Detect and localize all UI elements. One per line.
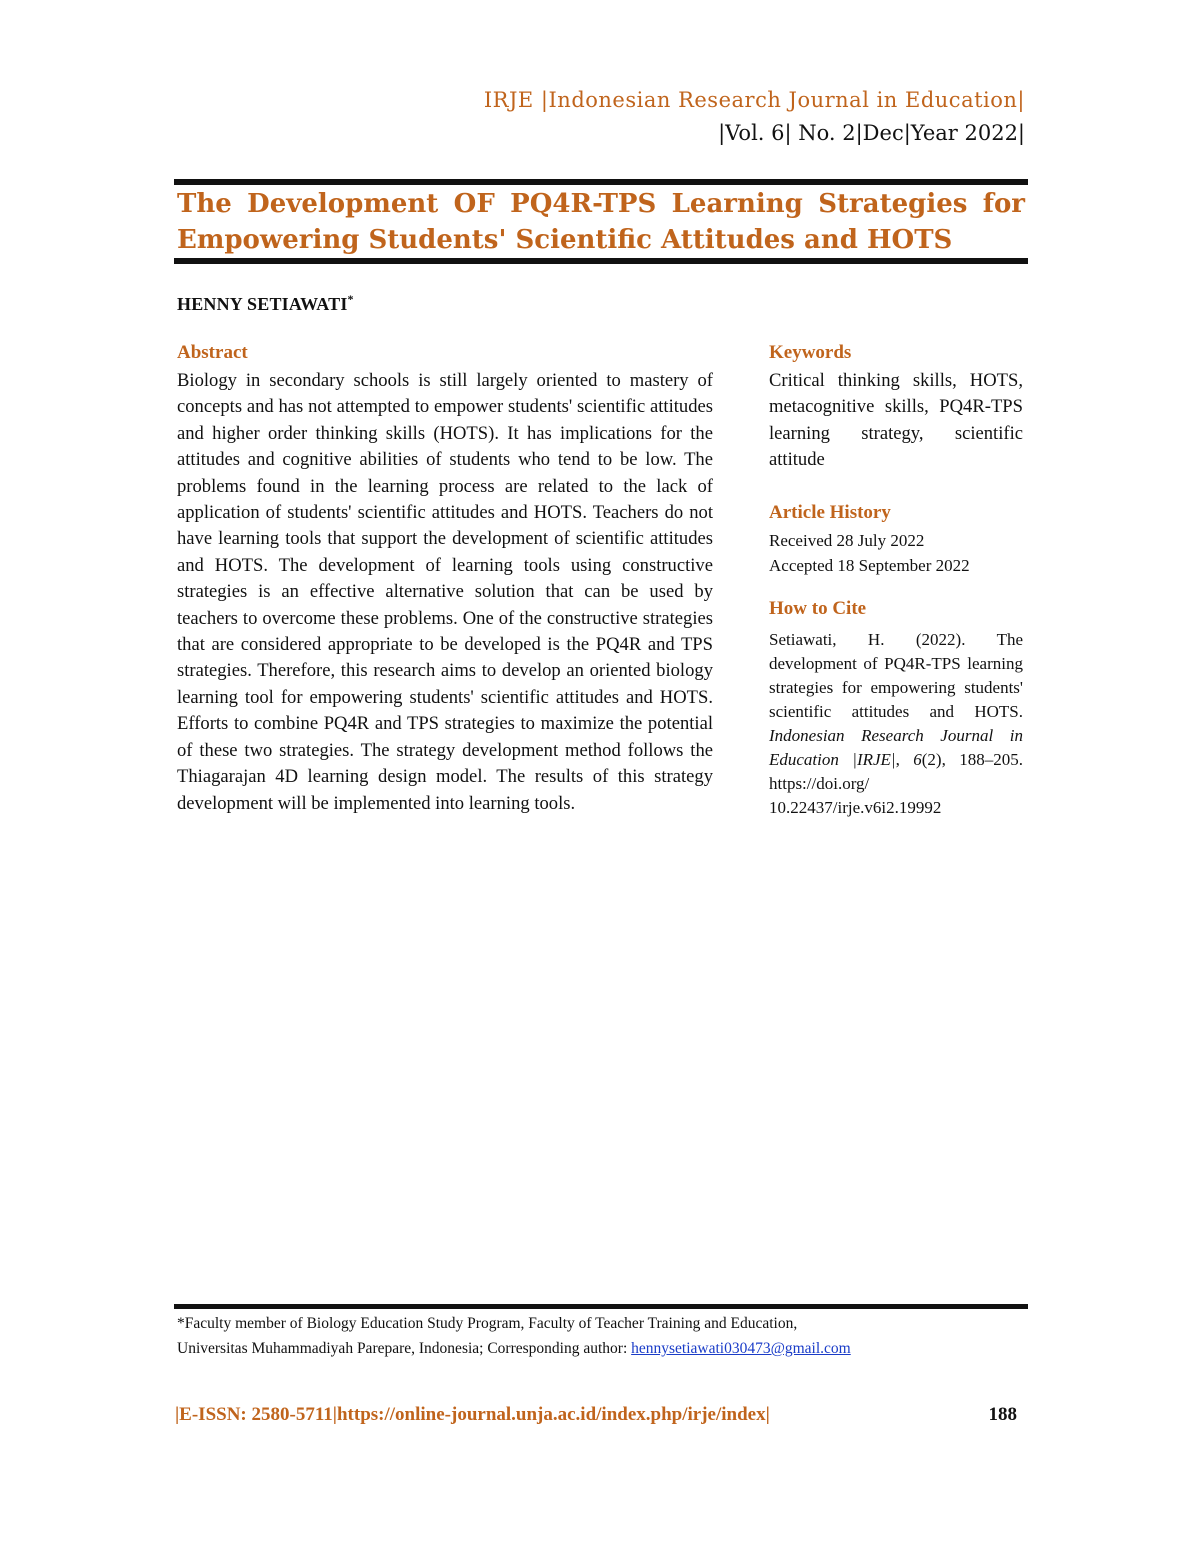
author-mark: * (347, 292, 354, 306)
abstract-section (177, 342, 713, 817)
journal-header: IRJE |Indonesian Research Journal in Education| (483, 88, 1025, 112)
accepted-date: Accepted 18 September 2022 (769, 556, 970, 575)
author-email-link[interactable]: hennysetiawati030473@gmail.com (631, 1340, 851, 1357)
issue-header: |Vol. 6| No. 2|Dec|Year 2022| (718, 121, 1025, 145)
abstract-heading: Abstract (177, 342, 248, 363)
footnote-line-1: *Faculty member of Biology Education Study Program, Faculty of Teacher Training and Education, (177, 1315, 798, 1332)
keywords-section (769, 342, 1023, 474)
footnote-affiliation: Universitas Muhammadiyah Parepare, Indonesia; Corresponding author: (177, 1340, 632, 1357)
citation-volume: 6 (913, 750, 922, 769)
paper-title (177, 186, 1025, 258)
title-rule-top (174, 179, 1028, 185)
keywords-text: Critical thinking skills, HOTS, metacognitive skills, PQ4R-TPS learning strategy, scientific attitude (769, 370, 1023, 471)
how-to-cite-section (769, 598, 1023, 820)
issn-footer: |E-ISSN: 2580-5711|https://online-journal.unja.ac.id/index.php/irje/index| (175, 1404, 770, 1425)
title-line-1: The Development OF PQ4R-TPS Learning Strategies for (177, 189, 1025, 219)
citation-journal: Indonesian Research Journal in Education |IRJE| (769, 726, 1023, 769)
citation-main: Setiawati, H. (2022). The development of PQ4R-TPS learning strategies for empowering students' scientific attitudes and HOTS. (769, 630, 1023, 721)
citation-issue-pages: (2), 188–205. (921, 750, 1023, 769)
page-number: 188 (988, 1404, 1017, 1425)
keywords-heading: Keywords (769, 342, 852, 363)
article-history-section (769, 502, 1023, 578)
footnote (177, 1311, 1027, 1361)
article-history-heading: Article History (769, 502, 891, 523)
author-name (177, 292, 354, 315)
title-line-2: Empowering Students' Scientific Attitudes and HOTS (177, 225, 953, 255)
author-name-text: HENNY SETIAWATI (177, 294, 348, 314)
citation-text: Setiawati, H. (2022). The development of PQ4R-TPS learning strategies for empowering students' scientific attitudes and HOTS. Indonesian Research Journal in Education |IRJE|, 6(2), 188–205. https://doi.org/ 10.22437/irje.v6i2.19992 (769, 630, 1023, 817)
footnote-rule (174, 1304, 1028, 1309)
received-date: Received 28 July 2022 (769, 531, 925, 550)
footnote-line-2 (177, 1336, 1027, 1361)
how-to-cite-heading: How to Cite (769, 598, 867, 619)
citation-doi[interactable]: https://doi.org/ 10.22437/irje.v6i2.19992 (769, 774, 942, 817)
abstract-text: Biology in secondary schools is still largely oriented to mastery of concepts and has not attempted to empower students' scientific attitudes and higher order thinking skills (HOTS). It has implications for the attitudes and cognitive abilities of students who tend to be low. The problems found in the learning process are related to the lack of application of students' scientific attitudes and HOTS. Teachers do not have learning tools that support the development of scientific attitudes and HOTS. The development of learning tools using constructive strategies is an effective alternative solution that can be used by teachers to overcome these problems. One of the constructive strategies that are considered appropriate to be developed is the PQ4R and TPS strategies. Therefore, this research aims to develop an oriented biology learning tool for empowering students' scientific attitudes and HOTS. Efforts to combine PQ4R and TPS strategies to maximize the potential of these two strategies. The strategy development method follows the Thiagarajan 4D learning design model. The results of this strategy development will be implemented into learning tools. (177, 370, 713, 814)
title-rule-bottom (174, 258, 1028, 264)
